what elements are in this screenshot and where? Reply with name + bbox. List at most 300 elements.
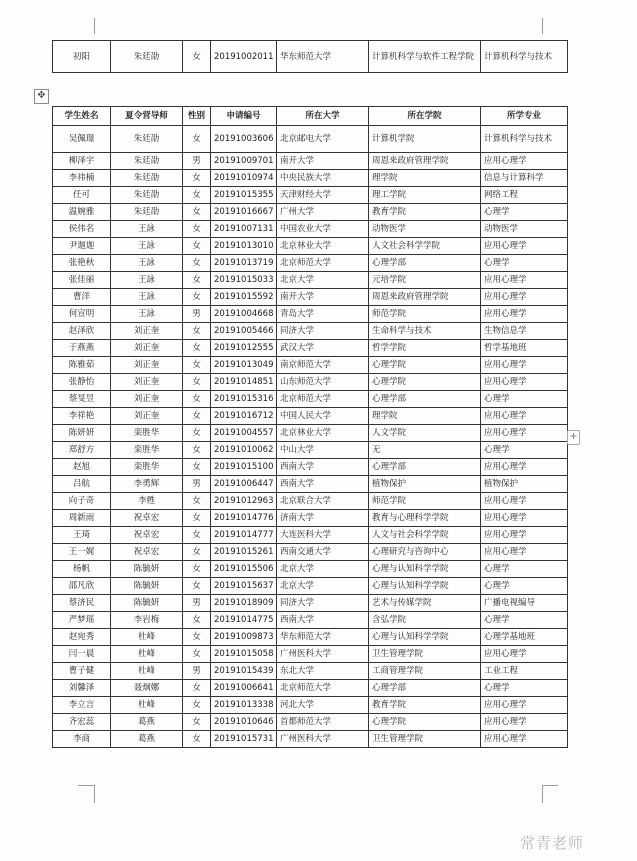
crop-mark xyxy=(94,18,95,34)
cell-name: 曹洋 xyxy=(53,289,111,306)
cell-major: 应用心理学 xyxy=(481,374,568,391)
cell-mentor: 祝卓宏 xyxy=(111,544,183,561)
cell-mentor: 王詠 xyxy=(111,221,183,238)
table-row xyxy=(53,170,568,187)
cell-gender: 女 xyxy=(183,510,211,527)
cell-mentor: 刘正奎 xyxy=(111,323,183,340)
header-gender: 性别 xyxy=(183,107,211,126)
cell-mentor: 刘正奎 xyxy=(111,391,183,408)
cell-name: 张艳秋 xyxy=(53,255,111,272)
cell-university: 北京大学 xyxy=(277,272,369,289)
cell-app-id: 20191015439 xyxy=(211,663,277,680)
cell-mentor: 朱廷劭 xyxy=(111,126,183,153)
cell-mentor: 王詠 xyxy=(111,306,183,323)
cell-gender: 女 xyxy=(183,221,211,238)
cell-app-id: 20191015261 xyxy=(211,544,277,561)
cell-college: 心理学院 xyxy=(369,357,481,374)
cell-app-id: 20191010062 xyxy=(211,442,277,459)
cell-college: 人文学院 xyxy=(369,425,481,442)
cell-university: 北京林业大学 xyxy=(277,425,369,442)
cell-name: 赵旭 xyxy=(53,459,111,476)
cell-name: 尹迦迦 xyxy=(53,238,111,255)
cell-gender: 女 xyxy=(183,612,211,629)
cell-gender: 女 xyxy=(183,544,211,561)
cell-name: 柳泽宇 xyxy=(53,153,111,170)
cell-app-id: 20191012555 xyxy=(211,340,277,357)
cell-mentor: 李岩梅 xyxy=(111,612,183,629)
cell-university: 南开大学 xyxy=(277,153,369,170)
cell-mentor: 栾胜华 xyxy=(111,425,183,442)
cell-major: 应用心理学 xyxy=(481,357,568,374)
cell-mentor: 葛燕 xyxy=(111,714,183,731)
cell-college: 人文社会科学学院 xyxy=(369,238,481,255)
cell-mentor: 王詠 xyxy=(111,289,183,306)
table-row xyxy=(53,459,568,476)
table-row xyxy=(53,612,568,629)
cell-gender: 女 xyxy=(183,255,211,272)
cell-app-id: 20191010646 xyxy=(211,714,277,731)
cell-name: 李祥艳 xyxy=(53,408,111,425)
cell-gender: 女 xyxy=(183,646,211,663)
cell-major: 心理学 xyxy=(481,561,568,578)
cell-name: 温婉雅 xyxy=(53,204,111,221)
cell-name: 齐宏蕊 xyxy=(53,714,111,731)
cell-mentor: 葛燕 xyxy=(111,731,183,748)
cell-major: 心理学 xyxy=(481,680,568,697)
header-major: 所学专业 xyxy=(481,107,568,126)
cell-university: 西南大学 xyxy=(277,612,369,629)
cell-college: 心理学部 xyxy=(369,680,481,697)
cell-name: 郑舒方 xyxy=(53,442,111,459)
cell-gender: 女 xyxy=(183,340,211,357)
cell-college: 心理学部 xyxy=(369,459,481,476)
cell-name: 张静怡 xyxy=(53,374,111,391)
cell-major: 应用心理学 xyxy=(481,544,568,561)
cell-university: 华东师范大学 xyxy=(277,629,369,646)
cell-gender: 女 xyxy=(183,126,211,153)
cell-university: 南京师范大学 xyxy=(277,357,369,374)
cell-app-id: 20191014777 xyxy=(211,527,277,544)
cell-name: 曹子健 xyxy=(53,663,111,680)
cell-name: 吴佩璟 xyxy=(53,126,111,153)
cell-gender: 女 xyxy=(183,714,211,731)
cell-gender: 女 xyxy=(183,204,211,221)
cell-university: 同济大学 xyxy=(277,595,369,612)
cell-app-id: 20191016667 xyxy=(211,204,277,221)
cell-gender: 女 xyxy=(183,680,211,697)
crop-mark xyxy=(542,785,543,803)
cell-name: 杨帆 xyxy=(53,561,111,578)
cell-college: 卫生管理学院 xyxy=(369,646,481,663)
cell-app-id: 20191015355 xyxy=(211,187,277,204)
cell-university: 山东师范大学 xyxy=(277,374,369,391)
cell-gender: 女 xyxy=(183,323,211,340)
cell-gender: 女 xyxy=(183,41,211,73)
cell-app-id: 20191015731 xyxy=(211,731,277,748)
table-row xyxy=(53,187,568,204)
cell-major: 计算机科学与技术 xyxy=(481,41,568,73)
cell-college: 动物医学 xyxy=(369,221,481,238)
crop-mark xyxy=(78,785,94,786)
cell-university: 西南大学 xyxy=(277,476,369,493)
cell-university: 中山大学 xyxy=(277,442,369,459)
cell-university: 武汉大学 xyxy=(277,340,369,357)
cell-mentor: 栾胜华 xyxy=(111,442,183,459)
table-row xyxy=(53,204,568,221)
cell-college: 心理学部 xyxy=(369,255,481,272)
cell-major: 应用心理学 xyxy=(481,289,568,306)
cell-name: 陈妍妍 xyxy=(53,425,111,442)
cell-app-id: 20191018909 xyxy=(211,595,277,612)
cell-gender: 女 xyxy=(183,697,211,714)
table-row xyxy=(53,646,568,663)
cell-university: 广州医科大学 xyxy=(277,731,369,748)
cell-mentor: 陈毓妍 xyxy=(111,595,183,612)
cell-major: 心理学 xyxy=(481,204,568,221)
cell-college: 无 xyxy=(369,442,481,459)
header-name: 学生姓名 xyxy=(53,107,111,126)
cell-major: 心理学 xyxy=(481,391,568,408)
cell-university: 北京邮电大学 xyxy=(277,126,369,153)
cell-mentor: 刘正奎 xyxy=(111,340,183,357)
table-row xyxy=(53,578,568,595)
cell-app-id: 20191014851 xyxy=(211,374,277,391)
table-row xyxy=(53,272,568,289)
cell-major: 应用心理学 xyxy=(481,272,568,289)
cell-university: 广州医科大学 xyxy=(277,646,369,663)
cell-gender: 女 xyxy=(183,731,211,748)
cell-name: 蔡济民 xyxy=(53,595,111,612)
cell-mentor: 王詠 xyxy=(111,238,183,255)
table-row xyxy=(53,340,568,357)
cell-university: 天津财经大学 xyxy=(277,187,369,204)
cell-university: 中国农业大学 xyxy=(277,221,369,238)
table-row xyxy=(53,425,568,442)
cell-name: 吕航 xyxy=(53,476,111,493)
header-university: 所在大学 xyxy=(277,107,369,126)
cell-app-id: 20191015033 xyxy=(211,272,277,289)
cell-app-id: 20191003606 xyxy=(211,126,277,153)
table-move-handle-icon[interactable]: ✥ xyxy=(34,89,49,104)
cell-name: 张佳丽 xyxy=(53,272,111,289)
cell-app-id: 20191007131 xyxy=(211,221,277,238)
cell-gender: 女 xyxy=(183,289,211,306)
cell-college: 心理与认知科学学院 xyxy=(369,629,481,646)
cell-app-id: 20191005466 xyxy=(211,323,277,340)
cell-gender: 女 xyxy=(183,408,211,425)
cell-name: 于燕燕 xyxy=(53,340,111,357)
continuation-table xyxy=(52,40,568,73)
cell-app-id: 20191006447 xyxy=(211,476,277,493)
crop-mark xyxy=(542,785,558,786)
table-row xyxy=(53,476,568,493)
cell-mentor: 李甦 xyxy=(111,493,183,510)
cell-name: 蔡旻昱 xyxy=(53,391,111,408)
cell-app-id: 20191016712 xyxy=(211,408,277,425)
cell-college: 艺术与传媒学院 xyxy=(369,595,481,612)
cell-university: 南开大学 xyxy=(277,289,369,306)
cell-university: 西南大学 xyxy=(277,459,369,476)
cell-university: 大连医科大学 xyxy=(277,527,369,544)
cell-gender: 女 xyxy=(183,578,211,595)
cell-gender: 女 xyxy=(183,527,211,544)
cell-college: 心理学院 xyxy=(369,714,481,731)
table-row xyxy=(53,306,568,323)
cell-gender: 女 xyxy=(183,442,211,459)
cell-major: 心理学 xyxy=(481,578,568,595)
cell-name: 何宣明 xyxy=(53,306,111,323)
crop-mark xyxy=(94,785,95,803)
table-row xyxy=(53,374,568,391)
cell-name: 闫一晨 xyxy=(53,646,111,663)
cell-name: 陈雅茹 xyxy=(53,357,111,374)
cell-mentor: 陈毓妍 xyxy=(111,561,183,578)
cell-major: 应用心理学 xyxy=(481,238,568,255)
cell-gender: 女 xyxy=(183,374,211,391)
cell-gender: 女 xyxy=(183,272,211,289)
table-row xyxy=(53,238,568,255)
cell-gender: 女 xyxy=(183,187,211,204)
table-body xyxy=(53,126,568,748)
cell-major: 心理学基地班 xyxy=(481,629,568,646)
cell-app-id: 20191009701 xyxy=(211,153,277,170)
cell-mentor: 朱廷劭 xyxy=(111,187,183,204)
cell-major: 应用心理学 xyxy=(481,408,568,425)
cell-mentor: 杜峰 xyxy=(111,629,183,646)
table-row xyxy=(53,561,568,578)
cell-gender: 女 xyxy=(183,238,211,255)
cell-name: 邵凡欣 xyxy=(53,578,111,595)
cell-major: 广播电视编导 xyxy=(481,595,568,612)
table-row xyxy=(53,153,568,170)
cell-college: 周恩来政府管理学院 xyxy=(369,153,481,170)
cell-university: 中国人民大学 xyxy=(277,408,369,425)
student-table xyxy=(52,106,568,748)
cell-app-id: 20191010974 xyxy=(211,170,277,187)
cell-university: 北京师范大学 xyxy=(277,391,369,408)
cell-major: 心理学 xyxy=(481,442,568,459)
cell-app-id: 20191013010 xyxy=(211,238,277,255)
cell-app-id: 20191006641 xyxy=(211,680,277,697)
cell-mentor: 杜峰 xyxy=(111,697,183,714)
table-row xyxy=(53,493,568,510)
cell-gender: 男 xyxy=(183,595,211,612)
cell-college: 心理研究与咨询中心 xyxy=(369,544,481,561)
cell-gender: 女 xyxy=(183,493,211,510)
cell-major: 应用心理学 xyxy=(481,153,568,170)
table-row xyxy=(53,680,568,697)
cell-college: 理学院 xyxy=(369,170,481,187)
cell-app-id: 20191013338 xyxy=(211,697,277,714)
cell-college: 计算机学院 xyxy=(369,126,481,153)
cell-college: 教育与心理科学学院 xyxy=(369,510,481,527)
cell-name: 赵宛秀 xyxy=(53,629,111,646)
cell-gender: 男 xyxy=(183,663,211,680)
cell-mentor: 刘正奎 xyxy=(111,408,183,425)
cell-name: 周新雨 xyxy=(53,510,111,527)
cell-app-id: 20191009873 xyxy=(211,629,277,646)
cell-name: 赵泽欣 xyxy=(53,323,111,340)
cell-app-id: 20191014776 xyxy=(211,510,277,527)
cell-major: 应用心理学 xyxy=(481,714,568,731)
cell-university: 华东师范大学 xyxy=(277,41,369,73)
cell-name: 初阳 xyxy=(53,41,111,73)
cell-app-id: 20191015637 xyxy=(211,578,277,595)
cell-university: 西南交通大学 xyxy=(277,544,369,561)
table-row xyxy=(53,323,568,340)
table-row xyxy=(53,126,568,153)
cell-university: 首都师范大学 xyxy=(277,714,369,731)
cell-major: 应用心理学 xyxy=(481,697,568,714)
cell-name: 严梦瑶 xyxy=(53,612,111,629)
cell-major: 应用心理学 xyxy=(481,527,568,544)
cell-college: 哲学学院 xyxy=(369,340,481,357)
cell-college: 计算机科学与软件工程学院 xyxy=(369,41,481,73)
cell-gender: 男 xyxy=(183,153,211,170)
cell-name: 刘馨泽 xyxy=(53,680,111,697)
cell-university: 北京大学 xyxy=(277,578,369,595)
cell-major: 计算机科学与技术 xyxy=(481,126,568,153)
cell-major: 应用心理学 xyxy=(481,459,568,476)
cell-major: 哲学基地班 xyxy=(481,340,568,357)
cell-gender: 男 xyxy=(183,306,211,323)
cell-name: 任可 xyxy=(53,187,111,204)
cell-major: 生物信息学 xyxy=(481,323,568,340)
table-row xyxy=(53,41,568,73)
cell-mentor: 朱廷劭 xyxy=(111,204,183,221)
cell-university: 河北大学 xyxy=(277,697,369,714)
table-row xyxy=(53,544,568,561)
cell-college: 心理学部 xyxy=(369,391,481,408)
cell-mentor: 聂炯娜 xyxy=(111,680,183,697)
cell-university: 北京师范大学 xyxy=(277,680,369,697)
cell-college: 人文与社会科学学院 xyxy=(369,527,481,544)
cell-college: 教育学院 xyxy=(369,697,481,714)
cell-name: 向子奇 xyxy=(53,493,111,510)
table-row xyxy=(53,697,568,714)
crop-mark xyxy=(542,18,543,34)
cell-major: 应用心理学 xyxy=(481,510,568,527)
cell-major: 心理学 xyxy=(481,255,568,272)
cell-name: 王琦 xyxy=(53,527,111,544)
table-row xyxy=(53,629,568,646)
table-row xyxy=(53,731,568,748)
cell-university: 东北大学 xyxy=(277,663,369,680)
cell-mentor: 杜峰 xyxy=(111,663,183,680)
table-row xyxy=(53,510,568,527)
cell-app-id: 20191013719 xyxy=(211,255,277,272)
cell-university: 北京师范大学 xyxy=(277,255,369,272)
cell-mentor: 栾胜华 xyxy=(111,459,183,476)
cell-gender: 女 xyxy=(183,561,211,578)
cell-app-id: 20191013049 xyxy=(211,357,277,374)
table-row xyxy=(53,442,568,459)
watermark: 常青老师 xyxy=(520,834,585,852)
table-row xyxy=(53,595,568,612)
cell-college: 师范学院 xyxy=(369,493,481,510)
cell-mentor: 刘正奎 xyxy=(111,357,183,374)
cell-university: 青岛大学 xyxy=(277,306,369,323)
cell-major: 网络工程 xyxy=(481,187,568,204)
cell-major: 应用心理学 xyxy=(481,306,568,323)
cell-major: 植物保护 xyxy=(481,476,568,493)
cell-college: 心理与认知科学学院 xyxy=(369,578,481,595)
cell-name: 李商 xyxy=(53,731,111,748)
cell-college: 教育学院 xyxy=(369,204,481,221)
cell-university: 中央民族大学 xyxy=(277,170,369,187)
cell-app-id: 20191015058 xyxy=(211,646,277,663)
cell-major: 应用心理学 xyxy=(481,646,568,663)
header-mentor: 夏令营导师 xyxy=(111,107,183,126)
cell-college: 含弘学院 xyxy=(369,612,481,629)
table-row xyxy=(53,527,568,544)
cell-major: 应用心理学 xyxy=(481,425,568,442)
cell-college: 心理与认知科学学院 xyxy=(369,561,481,578)
cell-college: 周恩来政府管理学院 xyxy=(369,289,481,306)
cell-gender: 女 xyxy=(183,170,211,187)
cell-app-id: 20191012963 xyxy=(211,493,277,510)
table-row xyxy=(53,357,568,374)
table-row xyxy=(53,408,568,425)
cell-gender: 女 xyxy=(183,459,211,476)
cell-college: 理工学院 xyxy=(369,187,481,204)
cell-university: 北京大学 xyxy=(277,561,369,578)
cell-university: 广州大学 xyxy=(277,204,369,221)
cell-major: 应用心理学 xyxy=(481,493,568,510)
table-row xyxy=(53,714,568,731)
cell-gender: 女 xyxy=(183,391,211,408)
cell-major: 信息与计算科学 xyxy=(481,170,568,187)
add-column-plus-icon[interactable]: + xyxy=(567,430,580,445)
cell-college: 植物保护 xyxy=(369,476,481,493)
cell-mentor: 祝卓宏 xyxy=(111,527,183,544)
cell-name: 李立言 xyxy=(53,697,111,714)
cell-university: 同济大学 xyxy=(277,323,369,340)
cell-gender: 女 xyxy=(183,357,211,374)
cell-major: 工业工程 xyxy=(481,663,568,680)
cell-app-id: 20191004668 xyxy=(211,306,277,323)
cell-college: 工商管理学院 xyxy=(369,663,481,680)
table-row xyxy=(53,289,568,306)
cell-university: 济南大学 xyxy=(277,510,369,527)
cell-university: 北京联合大学 xyxy=(277,493,369,510)
cell-mentor: 杜峰 xyxy=(111,646,183,663)
table-row xyxy=(53,221,568,238)
cell-mentor: 朱廷劭 xyxy=(111,153,183,170)
table-row xyxy=(53,255,568,272)
cell-college: 师范学院 xyxy=(369,306,481,323)
cell-university: 北京林业大学 xyxy=(277,238,369,255)
cell-mentor: 刘正奎 xyxy=(111,374,183,391)
cell-name: 王一娓 xyxy=(53,544,111,561)
cell-major: 动物医学 xyxy=(481,221,568,238)
header-college: 所在学院 xyxy=(369,107,481,126)
table-row xyxy=(53,391,568,408)
table-row xyxy=(53,663,568,680)
cell-app-id: 20191015100 xyxy=(211,459,277,476)
cell-mentor: 祝卓宏 xyxy=(111,510,183,527)
cell-college: 心理学院 xyxy=(369,374,481,391)
cell-app-id: 20191015592 xyxy=(211,289,277,306)
cell-app-id: 20191015506 xyxy=(211,561,277,578)
cell-mentor: 王詠 xyxy=(111,255,183,272)
cell-app-id: 20191004557 xyxy=(211,425,277,442)
cell-mentor: 朱廷劭 xyxy=(111,41,183,73)
cell-gender: 男 xyxy=(183,476,211,493)
header-app-id: 申请编号 xyxy=(211,107,277,126)
table-header-row xyxy=(53,107,568,126)
cell-gender: 女 xyxy=(183,425,211,442)
